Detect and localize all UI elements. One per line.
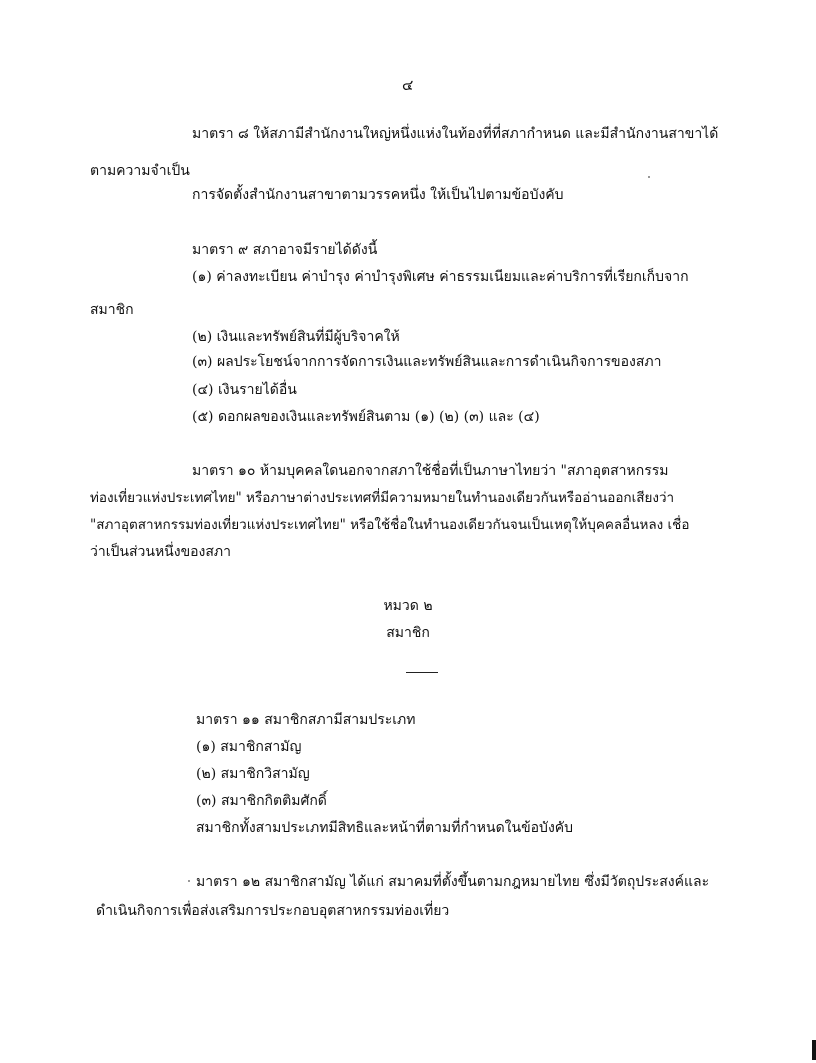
section-11-item-2: (๒) สมาชิกวิสามัญ	[196, 766, 310, 782]
chapter-heading: หมวด ๒	[383, 598, 433, 614]
page-number: ๔	[402, 76, 414, 94]
section-9-item-3: (๓) ผลประโยชน์จากการจัดการเงินและทรัพย์สินและการดำเนินกิจการของสภา	[192, 354, 662, 370]
section-10-line-4: ว่าเป็นส่วนหนึ่งของสภา	[90, 544, 232, 560]
section-10-line-3: "สภาอุตสาหกรรมท่องเที่ยวแห่งประเทศไทย" หรือใช้ชื่อในทำนองเดียวกันจนเป็นเหตุให้บุคคลอื่นหลง เชื่อ	[90, 517, 690, 533]
section-10-line-1: มาตรา ๑๐ ห้ามบุคคลใดนอกจากสภาใช้ชื่อที่เป็นภาษาไทยว่า "สภาอุตสาหกรรม	[192, 463, 669, 479]
section-9-item-1-line-2: สมาชิก	[90, 302, 134, 318]
section-9-item-1-line-1: (๑) ค่าลงทะเบียน ค่าบำรุง ค่าบำรุงพิเศษ ค่าธรรมเนียมและค่าบริการที่เรียกเก็บจาก	[192, 269, 689, 285]
scan-edge-mark	[812, 1040, 816, 1060]
chapter-title: สมาชิก	[386, 625, 430, 641]
section-8-paragraph-2: การจัดตั้งสำนักงานสาขาตามวรรคหนึ่ง ให้เป็นไปตามข้อบังคับ	[192, 187, 564, 203]
section-9-heading: มาตรา ๙ สภาอาจมีรายได้ดังนี้	[192, 242, 378, 258]
chapter-divider	[406, 672, 438, 673]
section-11-item-1: (๑) สมาชิกสามัญ	[196, 739, 302, 755]
section-8-line-1: มาตรา ๘ ให้สภามีสำนักงานใหญ่หนึ่งแห่งในท้องที่ที่สภากำหนด และมีสำนักงานสาขาได้	[192, 126, 719, 142]
section-11-closing: สมาชิกทั้งสามประเภทมีสิทธิและหน้าที่ตามที่กำหนดในข้อบังคับ	[196, 820, 574, 836]
section-12-line-1: มาตรา ๑๒ สมาชิกสามัญ ได้แก่ สมาคมที่ตั้งขึ้นตามกฎหมายไทย ซึ่งมีวัตถุประสงค์และ	[196, 874, 710, 890]
section-11-item-3: (๓) สมาชิกกิตติมศักดิ์	[196, 793, 327, 809]
section-9-item-5: (๕) ดอกผลของเงินและทรัพย์สินตาม (๑) (๒) (๓) และ (๔)	[192, 409, 540, 425]
section-8-line-2: ตามความจำเป็น	[90, 163, 190, 179]
section-10-line-2: ท่องเที่ยวแห่งประเทศไทย" หรือภาษาต่างประเทศที่มีความหมายในทำนองเดียวกันหรืออ่านออกเสียงว่า	[90, 490, 675, 506]
section-12-line-2: ดำเนินกิจการเพื่อส่งเสริมการประกอบอุตสาหกรรมท่องเที่ยว	[96, 903, 450, 919]
section-9-item-4: (๔) เงินรายได้อื่น	[192, 382, 297, 398]
scan-speck	[648, 176, 650, 178]
section-11-heading: มาตรา ๑๑ สมาชิกสภามีสามประเภท	[196, 712, 416, 728]
section-9-item-2: (๒) เงินและทรัพย์สินที่มีผู้บริจาคให้	[192, 329, 400, 345]
scan-speck	[188, 880, 190, 882]
